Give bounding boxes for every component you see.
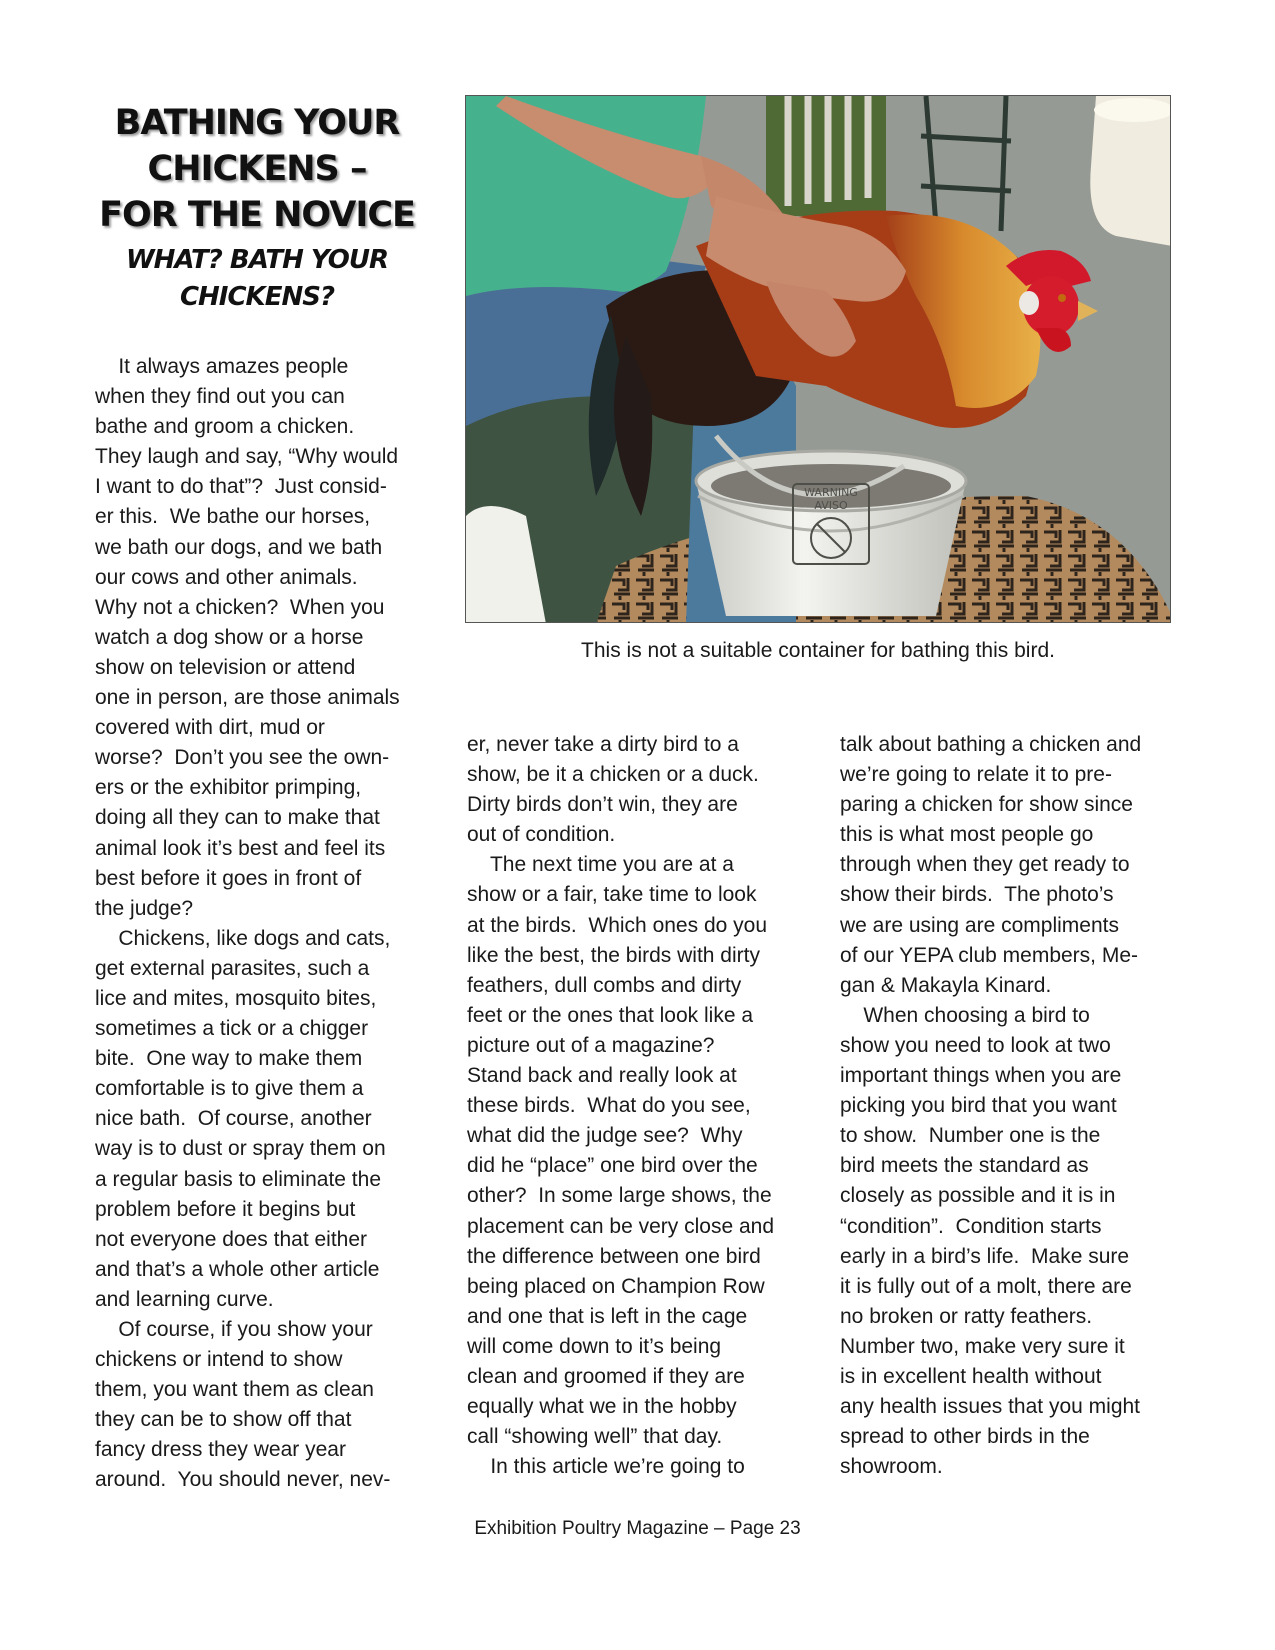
article-column-3 (840, 730, 1180, 1482)
article-text-line: Of course, if you show your (95, 1318, 373, 1341)
article-text-line: when they find out you can (95, 385, 345, 409)
article-text-line: to show. Number one is the (840, 1124, 1101, 1148)
article-text-line: of our YEPA club members, Me- (840, 943, 1139, 967)
article-text-line: Stand back and really look at (467, 1064, 737, 1088)
article-text-line: best before it goes in front of (95, 866, 362, 890)
article-text-line: being placed on Champion Row (467, 1274, 765, 1298)
article-text-line: we are using are compliments (840, 913, 1119, 937)
article-text-line: one in person, are those animals (95, 686, 400, 710)
article-text-line: we’re going to relate it to pre- (840, 763, 1112, 787)
article-text-line: I want to do that”? Just consid- (95, 475, 387, 499)
article-text-line: feet or the ones that look like a (467, 1003, 754, 1027)
article-title (92, 100, 422, 238)
article-text-line: show their birds. The photo’s (840, 883, 1114, 907)
article-text-line: In this article we’re going to (467, 1455, 745, 1479)
article-text-line: The next time you are at a (467, 853, 734, 877)
article-text-line: any health issues that you might (840, 1395, 1141, 1419)
article-text-line: and one that is left in the cage (467, 1304, 748, 1328)
article-text-line: watch a dog show or a horse (95, 625, 364, 649)
article-text-line: this is what most people go (840, 823, 1094, 847)
article-text-line: animal look it’s best and feel its (95, 836, 386, 860)
article-text-line: “condition”. Condition starts (840, 1214, 1102, 1238)
article-text-line: show, be it a chicken or a duck. (467, 763, 759, 787)
article-text-line: early in a bird’s life. Make sure (840, 1244, 1130, 1268)
article-text-line: er this. We bathe our horses, (95, 505, 371, 529)
article-text-line: will come down to it’s being (467, 1334, 722, 1358)
article-text-line: equally what we in the hobby (467, 1395, 737, 1419)
article-text-line: lice and mites, mosquito bites, (95, 986, 377, 1010)
article-text-line: show or a fair, take time to look (467, 883, 757, 907)
article-text-line: and learning curve. (95, 1287, 274, 1311)
article-text-line: placement can be very close and (467, 1214, 775, 1238)
article-title-line: FOR THE NOVICE (99, 195, 415, 235)
article-text-line: important things when you are (840, 1064, 1122, 1088)
article-text-line: paring a chicken for show since (840, 793, 1133, 817)
article-text-line: a regular basis to eliminate the (95, 1167, 381, 1191)
article-text-line: did he “place” one bird over the (467, 1154, 758, 1178)
article-text-line: doing all they can to make that (95, 806, 380, 830)
article-text-line: and that’s a whole other article (95, 1257, 380, 1281)
article-text-line: comfortable is to give them a (95, 1077, 364, 1101)
article-subtitle-line: WHAT? BATH YOUR (125, 245, 389, 275)
article-text-line: our cows and other animals. (95, 565, 358, 589)
photo-caption: This is not a suitable container for bathing this bird. (581, 639, 1055, 662)
article-text-line: problem before it begins but (95, 1197, 356, 1221)
article-text-line: through when they get ready to (840, 853, 1130, 877)
article-text-line: Why not a chicken? When you (95, 595, 385, 619)
article-text-line: they can be to show off that (95, 1408, 352, 1432)
article-text-line: clean and groomed if they are (467, 1364, 745, 1388)
article-text-line: the judge? (95, 896, 194, 920)
article-text-line: Dirty birds don’t win, they are (467, 793, 738, 817)
article-text-line: get external parasites, such a (95, 956, 370, 980)
article-text-line: show you need to look at two (840, 1033, 1111, 1057)
article-text-line: nice bath. Of course, another (95, 1107, 372, 1131)
article-subtitle-line: CHICKENS? (179, 282, 335, 312)
article-text-line: covered with dirt, mud or (95, 716, 325, 740)
article-text-line: ers or the exhibitor primping, (95, 776, 362, 800)
article-text-line: them, you want them as clean (95, 1378, 374, 1402)
article-text-line: er, never take a dirty bird to a (467, 733, 739, 756)
article-text-line: is in excellent health without (840, 1364, 1102, 1388)
article-text-line: feathers, dull combs and dirty (467, 973, 742, 997)
article-text-line: picking you bird that you want (840, 1094, 1117, 1118)
article-text-line: Chickens, like dogs and cats, (95, 926, 391, 950)
article-text-line: talk about bathing a chicken and (840, 733, 1142, 756)
article-text-line: bite. One way to make them (95, 1047, 363, 1071)
article-text-line: other? In some large shows, the (467, 1184, 772, 1208)
article-text-line: When choosing a bird to (840, 1003, 1090, 1027)
article-text-line: it is fully out of a molt, there are (840, 1274, 1132, 1298)
rooster-bucket-photo (465, 95, 1171, 623)
bucket-label-aviso: AVISO (814, 499, 848, 512)
article-text-line: these birds. What do you see, (467, 1094, 751, 1118)
article-text-line: show on television or attend (95, 655, 356, 679)
article-text-line: Number two, make very sure it (840, 1334, 1125, 1358)
article-column-1 (95, 352, 425, 1496)
article-text-line: not everyone does that either (95, 1227, 368, 1251)
article-text-line: They laugh and say, “Why would (95, 445, 399, 469)
article-text-line: we bath our dogs, and we bath (95, 535, 383, 559)
article-subtitle (92, 242, 422, 316)
article-title-line: CHICKENS – (147, 149, 367, 189)
article-text-line: around. You should never, nev- (95, 1468, 391, 1492)
article-text-line: the difference between one bird (467, 1244, 761, 1268)
photo-illustration (466, 96, 1171, 623)
article-text-line: gan & Makayla Kinard. (840, 973, 1052, 997)
article-text-line: what did the judge see? Why (467, 1124, 743, 1148)
article-text-line: closely as possible and it is in (840, 1184, 1116, 1208)
article-text-line: bird meets the standard as (840, 1154, 1089, 1178)
bucket-label-warning: WARNING (804, 486, 858, 499)
article-text-line: at the birds. Which ones do you (467, 913, 767, 937)
article-text-line: chickens or intend to show (95, 1348, 343, 1372)
article-column-2 (467, 730, 797, 1482)
article-text-line: sometimes a tick or a chigger (95, 1017, 369, 1041)
article-text-line: no broken or ratty feathers. (840, 1304, 1093, 1328)
article-text-line: out of condition. (467, 823, 616, 847)
article-text-line: call “showing well” that day. (467, 1425, 723, 1449)
article-text-line: showroom. (840, 1455, 943, 1479)
page-footer: Exhibition Poultry Magazine – Page 23 (474, 1518, 801, 1539)
article-text-line: spread to other birds in the (840, 1425, 1090, 1449)
article-text-line: worse? Don’t you see the own- (95, 746, 390, 770)
article-text-line: fancy dress they wear year (95, 1438, 346, 1462)
article-text-line: bathe and groom a chicken. (95, 415, 355, 439)
article-text-line: way is to dust or spray them on (95, 1137, 386, 1161)
article-text-line: picture out of a magazine? (467, 1033, 715, 1057)
article-text-line: like the best, the birds with dirty (467, 943, 760, 967)
article-title-line: BATHING YOUR (114, 103, 400, 143)
article-text-line: It always amazes people (95, 355, 349, 378)
